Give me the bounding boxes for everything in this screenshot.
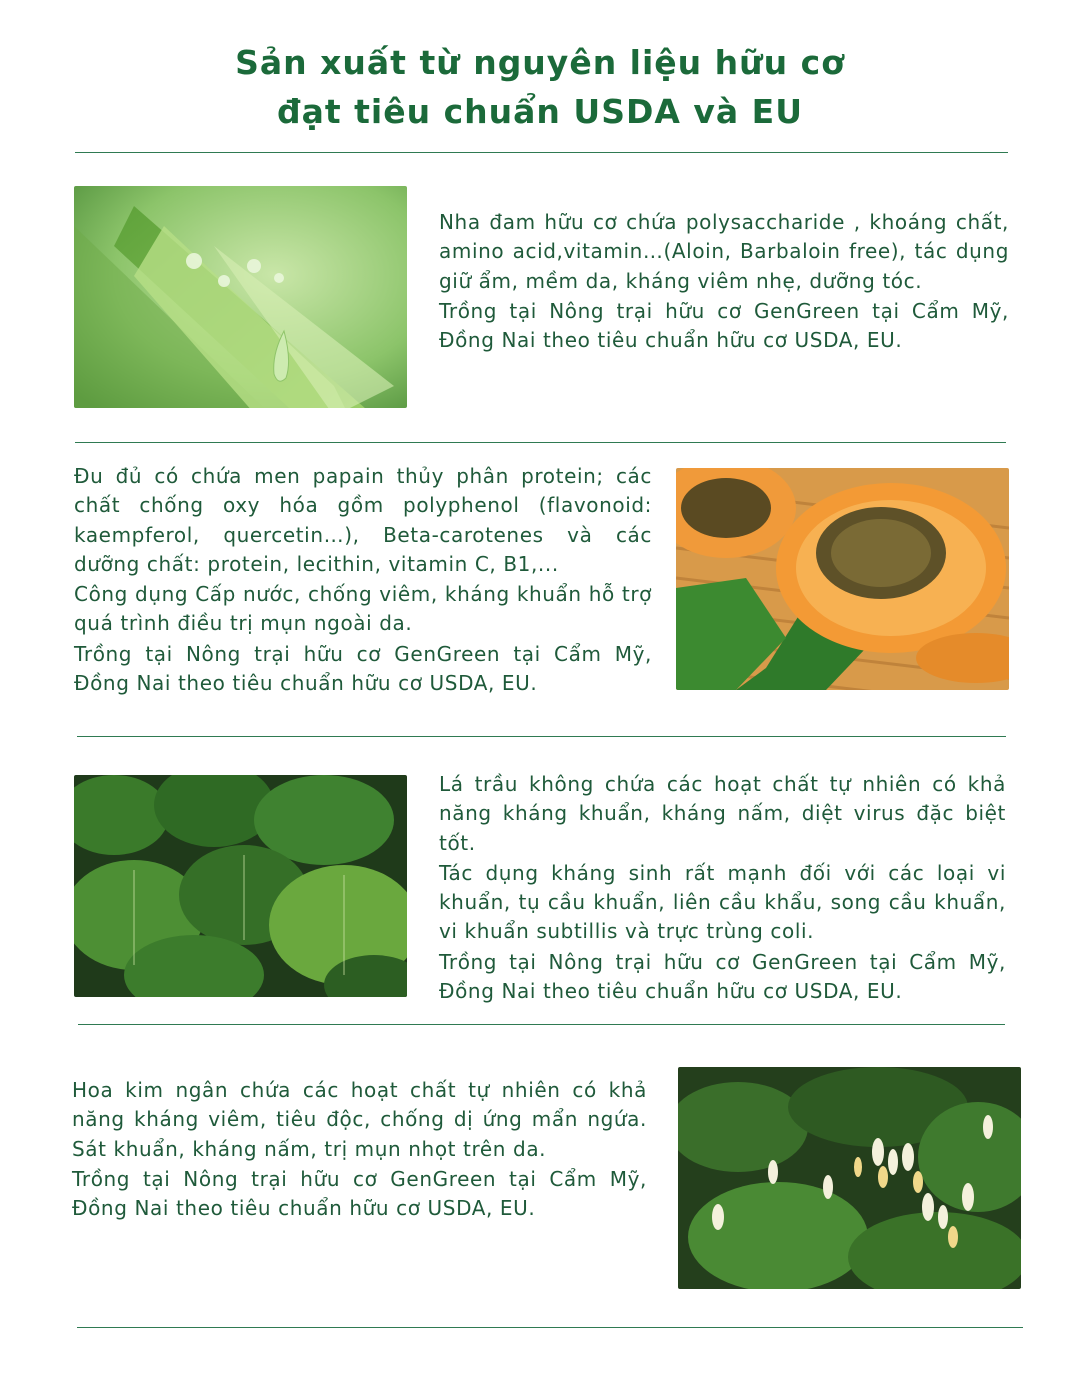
paragraph: Đu đủ có chứa men papain thủy phân protein; các chất chống oxy hóa gồm polyphenol (flavonoid: kaempferol, quercetin…), Beta-carotenes và các dưỡng chất: protein, lecithin, vitamin C, B1,...	[74, 464, 652, 576]
aloe-vera-description	[439, 208, 1009, 355]
paragraph: Trồng tại Nông trại hữu cơ GenGreen tại Cẩm Mỹ, Đồng Nai theo tiêu chuẩn hữu cơ USDA, EU.	[74, 641, 652, 696]
page-title	[0, 38, 1080, 136]
papaya-description	[74, 462, 652, 698]
divider	[77, 1327, 1023, 1328]
paragraph: Trồng tại Nông trại hữu cơ GenGreen tại Cẩm Mỹ, Đồng Nai theo tiêu chuẩn hữu cơ USDA, EU.	[439, 298, 1009, 353]
paragraph: Trồng tại Nông trại hữu cơ GenGreen tại Cẩm Mỹ, Đồng Nai theo tiêu chuẩn hữu cơ USDA, EU.	[439, 949, 1006, 1004]
divider	[75, 442, 1006, 443]
betel-leaf-description	[439, 770, 1006, 1006]
paragraph: Nha đam hữu cơ chứa polysaccharide , khoáng chất, amino acid,vitamin…(Aloin, Barbaloin free), tác dụng giữ ẩm, mềm da, kháng viêm nhẹ, dưỡng tóc.	[439, 210, 1009, 293]
honeysuckle-description	[72, 1076, 647, 1223]
paragraph: Tác dụng kháng sinh rất mạnh đối với các loại vi khuẩn, tụ cầu khuẩn, liên cầu khẩu, song cầu khuẩn, vi khuẩn subtillis và trực trùng coli.	[439, 860, 1006, 944]
paragraph: Lá trầu không chứa các hoạt chất tự nhiên có khả năng kháng khuẩn, kháng nấm, diệt virus đặc biệt tốt.	[439, 772, 1006, 855]
honeysuckle-photo	[678, 1067, 1021, 1289]
paragraph: Công dụng Cấp nước, chống viêm, kháng khuẩn hỗ trợ quá trình điều trị mụn ngoài da.	[74, 582, 652, 636]
title-line-2: đạt tiêu chuẩn USDA và EU	[277, 92, 803, 131]
divider	[77, 736, 1006, 737]
aloe-vera-photo	[74, 186, 407, 408]
betel-leaf-photo	[74, 775, 407, 997]
divider	[75, 152, 1008, 153]
paragraph: Trồng tại Nông trại hữu cơ GenGreen tại Cẩm Mỹ, Đồng Nai theo tiêu chuẩn hữu cơ USDA, EU.	[72, 1166, 647, 1221]
paragraph: Hoa kim ngân chứa các hoạt chất tự nhiên có khả năng kháng viêm, tiêu độc, chống dị ứng mẩn ngứa. Sát khuẩn, kháng nấm, trị mụn nhọt trên da.	[72, 1078, 647, 1161]
title-line-1: Sản xuất từ nguyên liệu hữu cơ	[235, 43, 845, 82]
divider	[78, 1024, 1005, 1025]
papaya-photo	[676, 468, 1009, 690]
